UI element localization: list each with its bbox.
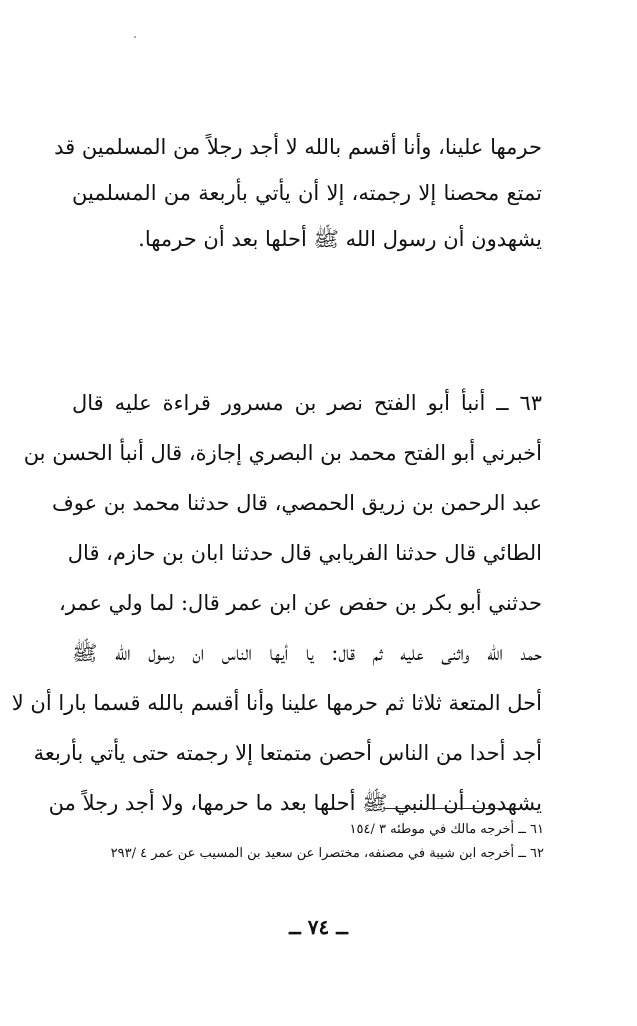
footnote-62: ٦٢ ــ أخرجه ابن شيبة في مصنفه، مختصرا عن سعيد بن المسيب عن عمر ٤ /٢٩٣ [110,846,544,861]
footnotes [60,818,544,866]
text-line: حمد الله واثنى عليه ثم قال: يا أيها الناس ان رسول الله ﷺ [72,641,542,665]
text-line: يشهدون أن النبي ﷺ أحلها بعد ما حرمها، ولا أجد رجلاً من [48,791,542,815]
scan-speck [134,36,136,38]
text-line: الطائي قال حدثنا الفريابي قال حدثنا ابان بن حازم، قال [67,541,542,565]
paragraph-continuation [54,124,542,262]
text-line: حدثني أبو بكر بن حفص عن ابن عمر قال: لما ولي عمر، [58,591,542,615]
text-line: تمتع محصنا إلا رجمته، إلا أن يأتي بأربعة من المسلمين [72,181,542,205]
page-number: ــ ٧٤ ــ [289,915,348,939]
text-line: أجد أحدا من الناس أحصن متمتعا إلا رجمته حتى يأتي بأربعة [33,741,542,765]
text-line: أحل المتعة ثلاثا ثم حرمها علينا وأنا أقسم بالله قسما بارا أن لا [11,691,542,715]
text-line: يشهدون أن رسول الله ﷺ أحلها بعد أن حرمها. [138,227,542,251]
text-line: عبد الرحمن بن زريق الحمصي، قال حدثنا محمد بن عوف [51,491,542,515]
text-line: ٦٣ ــ أنبأ أبو الفتح نصر بن مسرور قراءة عليه قال [72,391,542,415]
footnote-61: ٦١ ــ أخرجه مالك في موطئه ٣ /١٥٤ [349,822,544,837]
text-line: أخبرني أبو الفتح محمد بن البصري إجازة، قال أنبأ الحسن بن [23,441,542,465]
footnote-divider [385,808,540,809]
hadith-63-paragraph [11,378,542,828]
text-line: حرمها علينا، وأنا أقسم بالله لا أجد رجلاً من المسلمين قد [54,135,542,159]
